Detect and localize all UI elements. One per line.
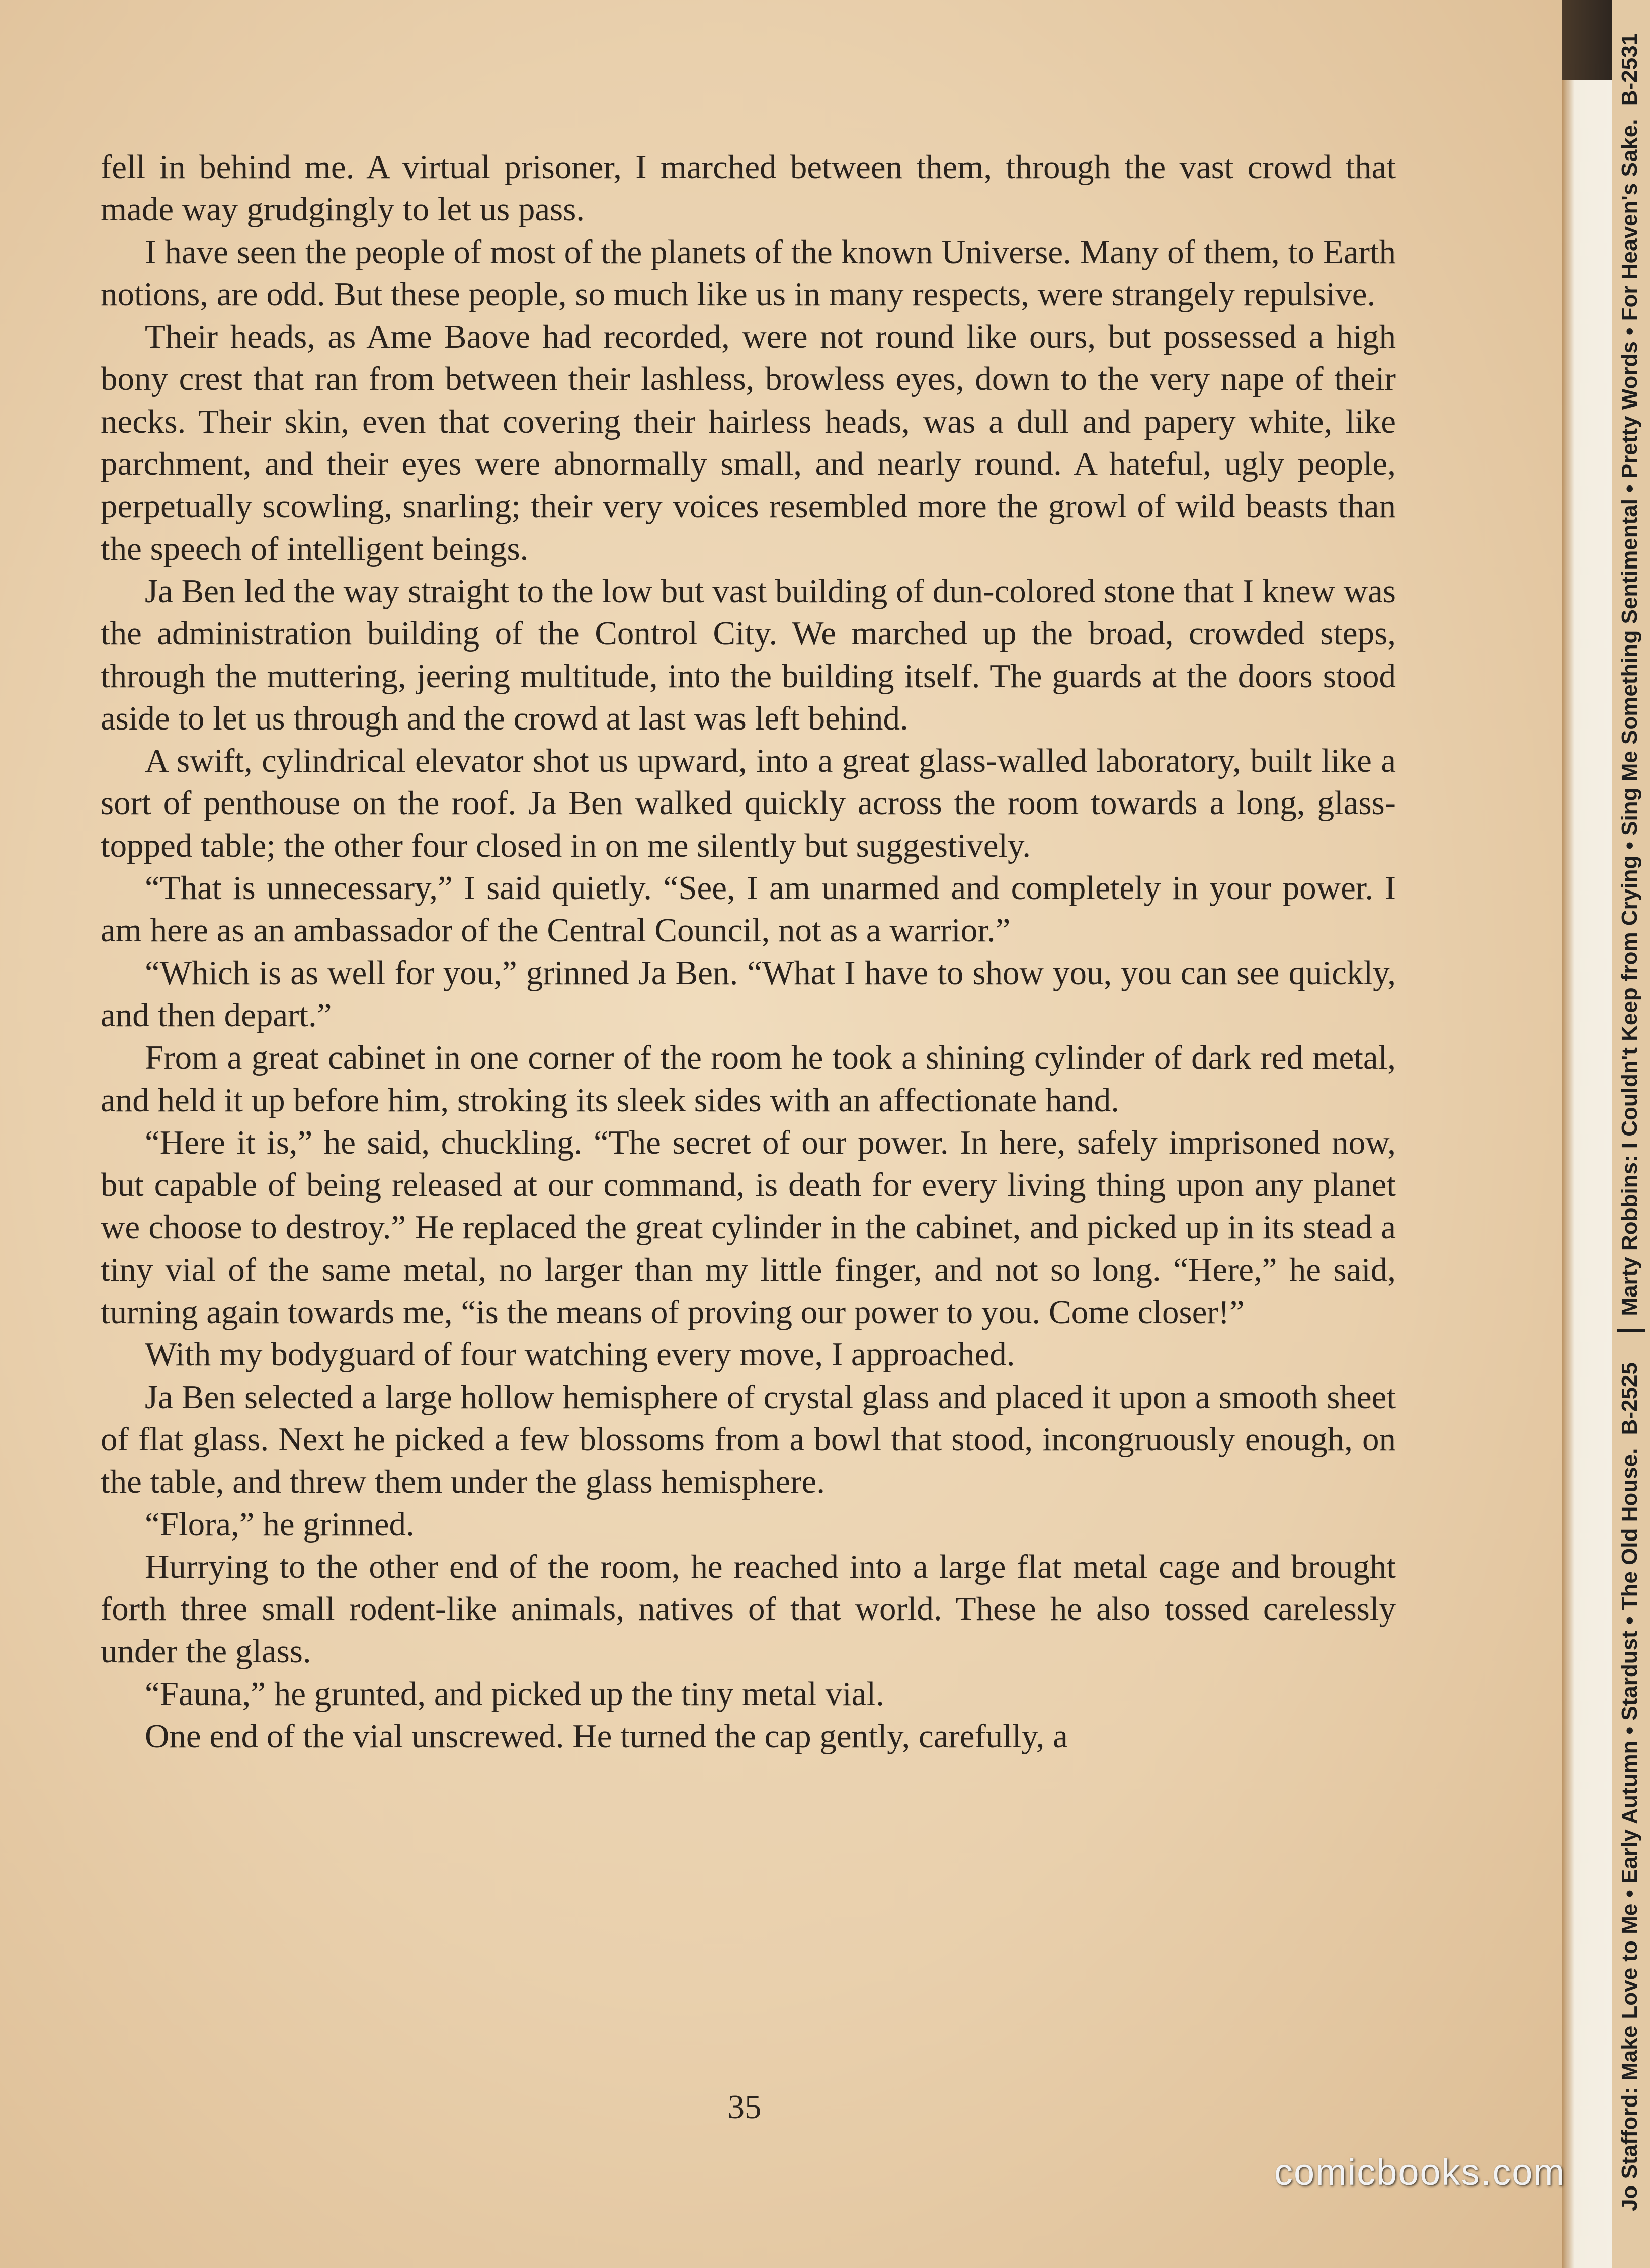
paragraph: Ja Ben selected a large hollow hemisphere of crystal glass and placed it upon a smooth sheet of flat glass. Next he picked a few blossoms from a bowl that stood, incongruously enough, on the table, and threw them under the glass hemisphere. [101, 1378, 1396, 1501]
paragraph: “That is unnecessary,” I said quietly. “See, I am unarmed and completely in your power. I am here as an ambassador of the Central Council, not as a warrior.” [101, 869, 1396, 949]
paragraph: Ja Ben led the way straight to the low but vast building of dun-colored stone that I knew was the administration building of the Control City. We marched up the broad, crowded steps, through the muttering, jeering multitude, into the building itself. The guards at the doors stood aside to let us through and the crowd at last was left behind. [101, 572, 1396, 737]
page-number: 35 [727, 2088, 762, 2126]
paragraph: One end of the vial unscrewed. He turned the cap gently, carefully, a [145, 1717, 1068, 1755]
spine-left-block: Jo Stafford: Make Love to Me • Early Autumn • Stardust • The Old House. [1617, 1448, 1642, 2211]
spine-middle-code: B-2525 [1617, 1362, 1642, 1435]
record-sleeve-spine [1562, 0, 1612, 2268]
paragraph: “Fauna,” he grunted, and picked up the tiny metal vial. [145, 1675, 884, 1713]
paragraph: With my bodyguard of four watching every move, I approached. [145, 1336, 1015, 1373]
watermark: comicbooks.com [1274, 2151, 1565, 2193]
paragraph: Their heads, as Ame Baove had recorded, were not round like ours, but possessed a high bony crest that ran from between their lashless, browless eyes, down to the very nape of their necks. Their skin, even that covering their hairless heads, was a dull and papery white, like parchment, and their eyes were abnormally small, and nearly round. A hateful, ugly people, perpetually scowling, snarling; their very voices resembled more the growl of wild beasts than the speech of intelligent beings. [101, 318, 1396, 568]
paragraph: I have seen the people of most of the planets of the known Universe. Many of them, to Earth notions, are odd. But these people, so much like us in many respects, were strangely repulsive. [101, 233, 1396, 313]
spine-right-block: Marty Robbins: I Couldn't Keep from Crying • Sing Me Something Sentimental • Pretty Words • For Heaven's Sake. [1617, 119, 1642, 1316]
spine-divider [1617, 1329, 1645, 1332]
paragraph: Hurrying to the other end of the room, he reached into a large flat metal cage and brought forth three small rodent-like animals, natives of that world. These he also tossed carelessly under the glass. [101, 1548, 1396, 1670]
story-text [101, 146, 1396, 1757]
paragraph: “Flora,” he grinned. [145, 1505, 415, 1543]
paragraph: “Which is as well for you,” grinned Ja Ben. “What I have to show you, you can see quickly, and then depart.” [101, 954, 1396, 1034]
paragraph: A swift, cylindrical elevator shot us upward, into a great glass-walled laboratory, built like a sort of penthouse on the roof. Ja Ben walked quickly across the room towards a long, glass-topped table; the other four closed in on me silently but suggestively. [101, 742, 1396, 864]
paragraph: “Here it is,” he said, chuckling. “The secret of our power. In here, safely imprisoned now, but capable of being released at our command, is death for every living thing upon any planet we choose to destroy.” He replaced the great cylinder in the cabinet, and picked up in its stead a tiny vial of the same metal, no larger than my little finger, and not so long. “Here,” he said, turning again towards me, “is the means of proving our power to you. Come closer!” [101, 1123, 1396, 1331]
spine-end-code: B-2531 [1617, 33, 1642, 106]
spine-text-strip [1610, 33, 1650, 2211]
paragraph: fell in behind me. A virtual prisoner, I marched between them, through the vast crowd that made way grudgingly to let us pass. [101, 148, 1396, 228]
paragraph: From a great cabinet in one corner of the room he took a shining cylinder of dark red metal, and held it up before him, stroking its sleek sides with an affectionate hand. [101, 1039, 1396, 1119]
spine-top-edge [1562, 0, 1612, 80]
